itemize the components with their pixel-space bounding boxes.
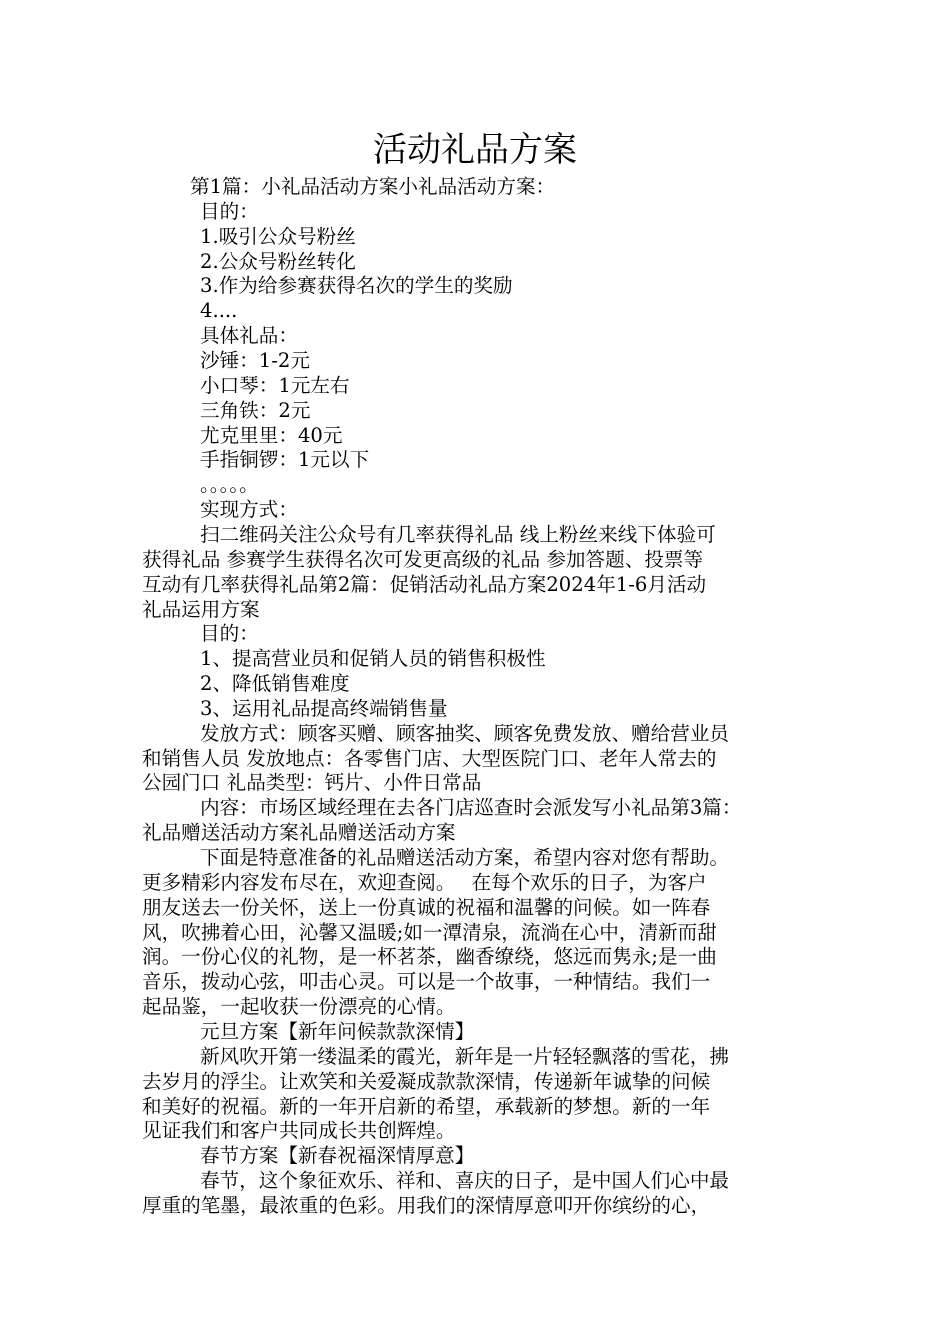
- body-line: 厚重的笔墨，最浓重的色彩。用我们的深情厚意叩开你缤纷的心，: [142, 1193, 711, 1217]
- body-line: 1、提高营业员和促销人员的销售积极性: [200, 647, 546, 671]
- body-line: 1.吸引公众号粉丝: [200, 224, 356, 248]
- body-line: 3、运用礼品提高终端销售量: [200, 696, 448, 720]
- body-line: 具体礼品：: [200, 324, 298, 348]
- body-line: 目的：: [200, 199, 259, 223]
- body-line: 4....: [200, 299, 238, 323]
- body-line: 春节方案【新春祝福深情厚意】: [200, 1144, 475, 1168]
- body-line: 公园门口 礼品类型：钙片、小件日常品: [142, 771, 482, 795]
- body-line: 目的：: [200, 622, 259, 646]
- body-line: 尤克里里：40元: [200, 423, 343, 447]
- body-line: 起品鉴，一起收获一份漂亮的心情。: [142, 995, 456, 1019]
- body-line: 和销售人员 发放地点：各零售门店、大型医院门口、老年人常去的: [142, 746, 717, 770]
- body-line: 手指铜锣：1元以下: [200, 448, 370, 472]
- body-line: 礼品运用方案: [142, 597, 260, 621]
- body-line: 三角铁：2元: [200, 398, 311, 422]
- body-line: 发放方式：顾客买赠、顾客抽奖、顾客免费发放、赠给营业员: [200, 721, 730, 745]
- body-line: 内容：市场区域经理在去各门店巡查时会派发写小礼品第3篇：: [200, 796, 742, 820]
- body-line: 获得礼品 参赛学生获得名次可发更高级的礼品 参加答题、投票等: [142, 547, 704, 571]
- body-line: 元旦方案【新年问候款款深情】: [200, 1019, 475, 1043]
- body-line: 小口琴：1元左右: [200, 373, 350, 397]
- body-line: 朋友送去一份关怀，送上一份真诚的祝福和温馨的问候。如一阵春: [142, 895, 711, 919]
- body-line: 音乐，拨动心弦，叩击心灵。可以是一个故事，一种情结。我们一: [142, 970, 711, 994]
- body-line: 第1篇：小礼品活动方案小礼品活动方案：: [190, 175, 556, 198]
- body-line: 。。。。。: [200, 473, 259, 497]
- body-line: 春节，这个象征欢乐、祥和、喜庆的日子，是中国人们心中最: [200, 1169, 730, 1192]
- body-line: 2.公众号粉丝转化: [200, 249, 356, 273]
- body-line: 新风吹开第一缕温柔的霞光，新年是一片轻轻飘落的雪花，拂: [200, 1044, 730, 1068]
- body-line: 下面是特意准备的礼品赠送活动方案，希望内容对您有帮助。: [200, 846, 730, 869]
- body-line: 实现方式：: [200, 498, 298, 522]
- body-line: 风，吹拂着心田，沁馨又温暖;如一潭清泉，流淌在心中，清新而甜: [142, 920, 717, 944]
- body-line: 和美好的祝福。新的一年开启新的希望，承载新的梦想。新的一年: [142, 1094, 711, 1118]
- body-line: 润。一份心仪的礼物，是一杯茗茶，幽香缭绕，悠远而隽永;是一曲: [142, 945, 717, 969]
- body-line: 2、降低销售难度: [200, 672, 350, 695]
- body-line: 去岁月的浮尘。让欢笑和关爱凝成款款深情，传递新年诚挚的问候: [142, 1069, 711, 1093]
- body-line: 扫二维码关注公众号有几率获得礼品 线上粉丝来线下体验可: [200, 522, 716, 546]
- body-line: 沙锤：1-2元: [200, 349, 310, 372]
- body-line: 礼品赠送活动方案礼品赠送活动方案: [142, 821, 456, 845]
- body-line: 3.作为给参赛获得名次的学生的奖励: [200, 274, 513, 298]
- body-line: 见证我们和客户共同成长共创辉煌。: [142, 1119, 456, 1143]
- body-line: 互动有几率获得礼品第2篇：促销活动礼品方案2024年1-6月活动: [142, 572, 707, 596]
- document-title: 活动礼品方案: [373, 130, 577, 170]
- body-line: 更多精彩内容发布尽在，欢迎查阅。 在每个欢乐的日子，为客户: [142, 870, 707, 894]
